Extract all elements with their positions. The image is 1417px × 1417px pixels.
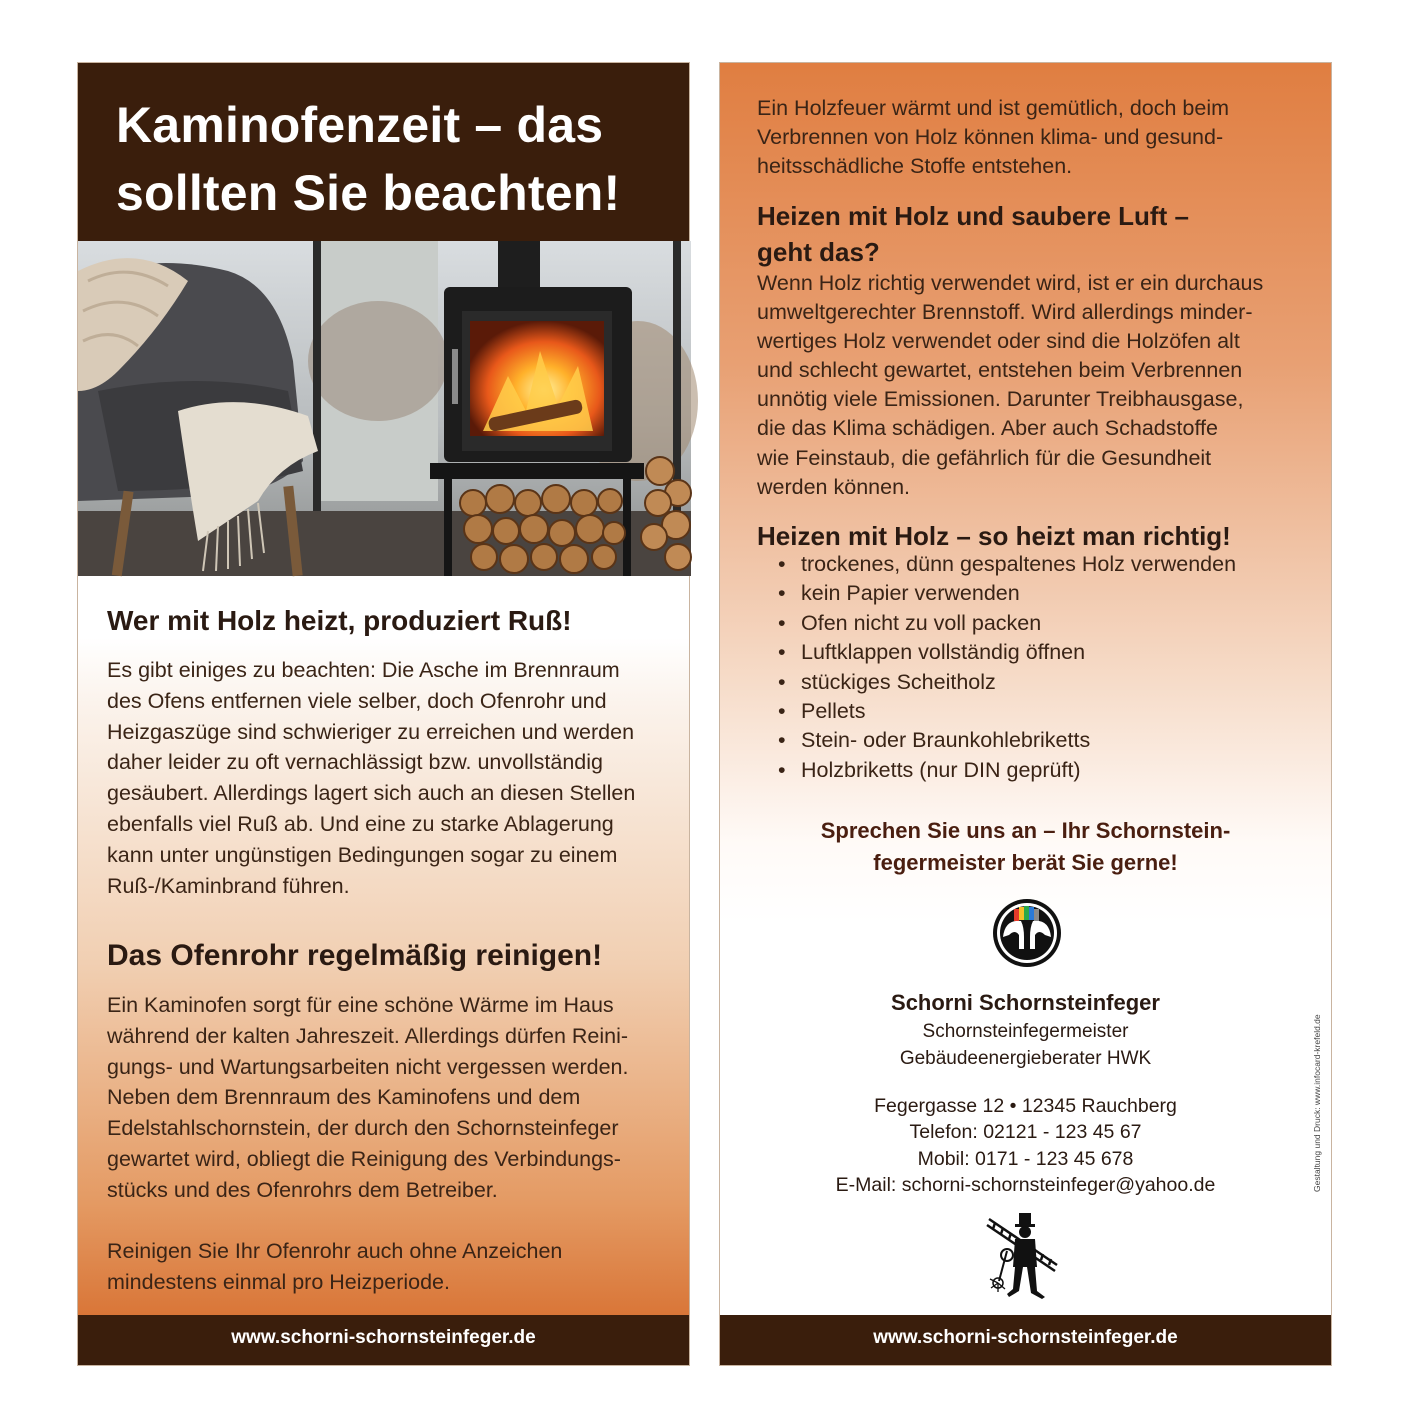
text-line: Verbrennen von Holz können klima- und gesund-	[757, 125, 1224, 149]
flyer-title	[116, 91, 676, 227]
text-line: mindestens einmal pro Heizperiode.	[107, 1269, 450, 1294]
text-line: Ein Holzfeuer wärmt und ist gemütlich, doch beim	[757, 96, 1230, 120]
contact-block	[720, 1093, 1331, 1198]
cta-line: fegermeister berät Sie gerne!	[873, 850, 1178, 875]
text-line: die das Klima schädigen. Aber auch Schadstoffe	[757, 416, 1218, 441]
text-line: Es gibt einiges zu beachten: Die Asche im Brennraum	[107, 658, 620, 682]
list-item: • Holzbriketts (nur DIN geprüft)	[778, 756, 1236, 785]
company-name: Schorni Schornsteinfeger	[891, 990, 1160, 1015]
intro-text	[757, 94, 1317, 181]
list-item: • Luftklappen vollständig öffnen	[778, 638, 1236, 667]
phone-number[interactable]: Telefon: 02121 - 123 45 67	[909, 1121, 1142, 1144]
heading-clean-air	[757, 198, 1189, 270]
section-body-pipe	[107, 990, 677, 1206]
text-line: wie Feinstaub, die gefährlich für die Gesundheit	[757, 445, 1212, 470]
text-line: Edelstahlschornstein, der durch den Schornsteinfeger	[107, 1116, 619, 1141]
chimney-sweep-guild-logo	[991, 897, 1063, 969]
section-note-pipe	[107, 1236, 677, 1298]
list-item: • Pellets	[778, 697, 1236, 726]
text-line: gewartet wird, obliegt die Reinigung des Verbindungs-	[107, 1146, 621, 1171]
text-line: wertiges Holz verwendet oder sind die Holzöfen alt	[757, 329, 1240, 354]
text-line: Reinigen Sie Ihr Ofenrohr auch ohne Anzeichen	[107, 1239, 563, 1263]
heading-heating-right: Heizen mit Holz – so heizt man richtig!	[757, 521, 1231, 551]
fireplace-photo	[78, 241, 689, 576]
text-line: während der kalten Jahreszeit. Allerdings dürfen Reini-	[107, 1023, 629, 1048]
footer-website-link[interactable]: www.schorni-schornsteinfeger.de	[78, 1315, 689, 1365]
footer-website-link[interactable]: www.schorni-schornsteinfeger.de	[720, 1315, 1331, 1365]
list-item: • Stein- oder Braunkohlebriketts	[778, 726, 1236, 755]
mobile-number[interactable]: Mobil: 0171 - 123 45 678	[917, 1147, 1134, 1170]
list-item: • stückiges Scheitholz	[778, 668, 1236, 697]
text-line: unnötig viele Emissionen. Darunter Treibhausgase,	[757, 387, 1244, 412]
text-line: gesäubert. Allerdings lagert sich auch an diesen Stellen	[107, 781, 636, 806]
text-line: Neben dem Brennraum des Kaminofens und dem	[107, 1085, 581, 1110]
list-item: • kein Papier verwenden	[778, 579, 1236, 608]
cta-line: Sprechen Sie uns an – Ihr Schornstein-	[820, 818, 1231, 843]
section-heading-soot: Wer mit Holz heizt, produziert Ruß!	[107, 605, 572, 636]
email-address[interactable]: E-Mail: schorni-schornsteinfeger@yahoo.de	[835, 1173, 1216, 1196]
heating-tips-list	[778, 550, 1236, 785]
text-line: und schlecht gewartet, entstehen beim Verbrennen	[757, 358, 1243, 383]
flyer-back-panel	[719, 62, 1332, 1366]
text-line: Ein Kaminofen sorgt für eine schöne Wärme im Haus	[107, 993, 614, 1017]
list-item: • Ofen nicht zu voll packen	[778, 609, 1236, 638]
fireplace-illustration	[78, 241, 691, 576]
clean-air-text	[757, 269, 1327, 502]
print-credit: Gestaltung und Druck: www.infocard-krefeld.de	[1312, 1014, 1322, 1192]
text-line: heitsschädliche Stoffe entstehen.	[757, 154, 1073, 178]
address: Fegergasse 12 • 12345 Rauchberg	[874, 1095, 1177, 1117]
call-to-action	[720, 815, 1331, 879]
text-line: gungs- und Wartungsarbeiten nicht vergessen werden.	[107, 1054, 629, 1079]
section-heading-pipe: Das Ofenrohr regelmäßig reinigen!	[107, 939, 603, 972]
text-line: daher leider zu oft vernachlässigt bzw. unvollständig	[107, 750, 603, 775]
text-line: kann unter ungünstigen Bedingungen sogar zu einem	[107, 842, 618, 867]
section-body-soot	[107, 655, 677, 901]
title-band	[78, 63, 689, 241]
text-line: werden können.	[757, 474, 910, 499]
text-line: Wenn Holz richtig verwendet wird, ist er ein durchaus	[757, 271, 1264, 295]
text-line: Ruß-/Kaminbrand führen.	[107, 873, 350, 898]
text-line: Heizgaszüge sind schwieriger zu erreichen und werden	[107, 719, 635, 744]
list-item: • trockenes, dünn gespaltenes Holz verwenden	[778, 550, 1236, 579]
company-title-advisor: Gebäudeenergieberater HWK	[899, 1048, 1152, 1069]
heading-line: Heizen mit Holz und saubere Luft –	[757, 201, 1189, 231]
title-line: Kaminofenzeit – das	[116, 97, 604, 153]
text-line: umweltgerechter Brennstoff. Wird allerdings minder-	[757, 300, 1253, 325]
company-title-master: Schornsteinfegermeister	[922, 1021, 1129, 1042]
title-line: sollten Sie beachten!	[116, 165, 621, 221]
text-line: stücks und des Ofenrohrs dem Betreiber.	[107, 1177, 498, 1202]
text-line: ebenfalls viel Ruß ab. Und eine zu starke Ablagerung	[107, 811, 614, 836]
chimney-sweep-figure	[985, 1211, 1067, 1301]
flyer-front-panel	[77, 62, 690, 1366]
heading-line: geht das?	[757, 237, 880, 267]
text-line: des Ofens entfernen viele selber, doch Ofenrohr und	[107, 688, 607, 713]
